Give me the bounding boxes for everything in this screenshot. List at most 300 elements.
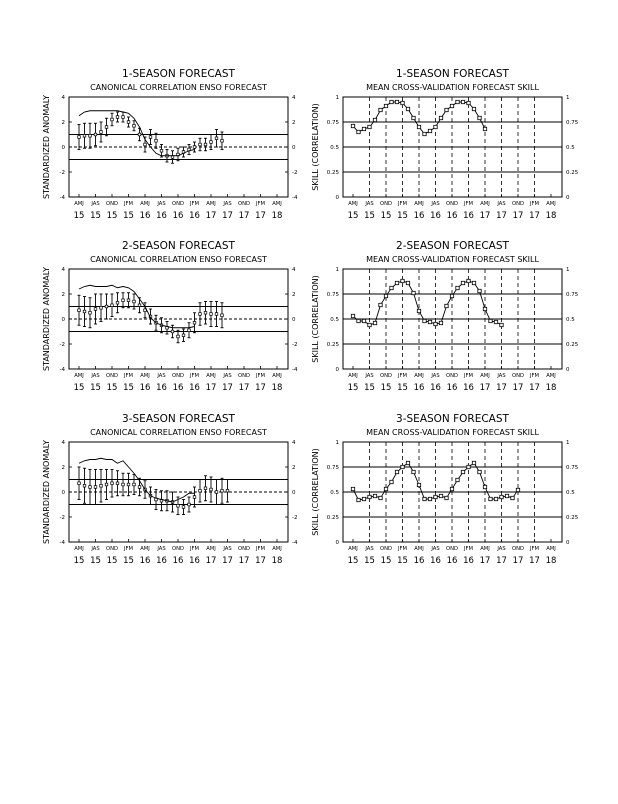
x-tick-label: JFM (256, 201, 265, 207)
chart-title: 3-SEASON FORECAST (396, 413, 509, 425)
forecast-point (89, 311, 92, 314)
x-year-label: 17 (496, 383, 507, 393)
x-tick-label: AMJ (480, 546, 490, 552)
x-tick-label: OND (238, 201, 250, 207)
y-tick-label-right: 0.5 (566, 145, 575, 151)
x-tick-label: OND (172, 546, 184, 552)
x-tick-label: OND (106, 373, 118, 379)
x-year-label: 16 (172, 383, 184, 393)
skill-point (384, 104, 387, 107)
forecast-point (127, 121, 130, 124)
chart-panel-3 (42, 240, 298, 393)
x-year-label: 16 (430, 383, 441, 393)
x-tick-label: JAS (223, 201, 232, 207)
skill-point (401, 101, 404, 104)
skill-point (450, 294, 453, 297)
skill-point (445, 304, 448, 307)
skill-point (505, 494, 508, 497)
skill-point (483, 307, 486, 310)
y-tick-label-right: 0.75 (566, 292, 579, 298)
forecast-point (204, 487, 207, 490)
y-tick-label-right: -2 (292, 342, 298, 348)
x-year-label: 16 (413, 556, 425, 566)
skill-point (461, 470, 464, 473)
skill-point (373, 321, 376, 324)
forecast-point (94, 486, 97, 489)
forecast-point (122, 116, 125, 119)
skill-point (401, 279, 404, 282)
skill-point (461, 100, 464, 103)
x-tick-label: JAS (223, 373, 232, 379)
y-tick-label-left: 0 (61, 145, 65, 151)
x-tick-label: JAS (497, 373, 506, 379)
y-tick-label-left: 0.75 (326, 465, 339, 471)
forecast-point (199, 143, 202, 146)
y-tick-label-left: -4 (59, 540, 65, 546)
y-tick-label-left: 0.25 (326, 170, 339, 176)
skill-point (450, 104, 453, 107)
x-tick-label: OND (238, 373, 250, 379)
x-year-label: 15 (73, 211, 85, 221)
x-tick-label: AMJ (414, 546, 424, 552)
chart-title: 3-SEASON FORECAST (122, 413, 235, 425)
skill-point (467, 465, 470, 468)
skill-point (368, 125, 371, 128)
forecast-point (83, 134, 86, 137)
skill-point (406, 281, 409, 284)
forecast-point (215, 137, 218, 140)
forecast-point (122, 299, 125, 302)
skill-point (395, 281, 398, 284)
forecast-point (144, 143, 147, 146)
x-tick-label: JAS (157, 373, 166, 379)
y-tick-label-left: 0.5 (330, 317, 339, 323)
x-tick-label: JAS (365, 373, 374, 379)
x-year-label: 17 (512, 211, 524, 221)
y-axis-label: STANDARDIZED ANOMALY (42, 266, 51, 372)
y-tick-label-right: 1 (566, 267, 570, 273)
x-year-label: 17 (222, 383, 233, 393)
forecast-point (105, 126, 108, 129)
forecast-point (83, 310, 86, 313)
x-tick-label: AMJ (272, 373, 282, 379)
x-tick-label: JAS (157, 546, 166, 552)
chart-subtitle: MEAN CROSS-VALIDATION FORECAST SKILL (366, 255, 539, 264)
y-tick-label-left: 0 (335, 195, 339, 201)
chart-subtitle: CANONICAL CORRELATION ENSO FORECAST (90, 83, 267, 92)
skill-line (353, 281, 502, 325)
x-tick-label: OND (446, 373, 458, 379)
chart-panel-1 (42, 68, 298, 221)
x-year-label: 15 (73, 383, 85, 393)
skill-point (379, 496, 382, 499)
y-tick-label-left: 4 (61, 440, 65, 446)
forecast-point (89, 486, 92, 489)
forecast-point (133, 124, 136, 127)
x-year-label: 17 (529, 556, 540, 566)
x-tick-label: AMJ (206, 546, 216, 552)
forecast-point (100, 484, 103, 487)
skill-point (412, 116, 415, 119)
skill-point (439, 116, 442, 119)
skill-point (390, 286, 393, 289)
x-year-label: 16 (172, 556, 184, 566)
x-tick-label: OND (512, 201, 524, 207)
x-year-label: 17 (496, 556, 507, 566)
x-year-label: 16 (189, 211, 200, 221)
forecast-point (226, 489, 229, 492)
y-tick-label-right: 0.25 (566, 515, 579, 521)
chart-title: 2-SEASON FORECAST (396, 240, 509, 252)
x-year-label: 15 (397, 383, 408, 393)
x-year-label: 18 (545, 556, 557, 566)
skill-point (379, 108, 382, 111)
x-tick-label: AMJ (546, 546, 556, 552)
x-tick-label: AMJ (206, 201, 216, 207)
y-tick-label-left: 0.5 (330, 145, 339, 151)
y-tick-label-left: -2 (59, 342, 65, 348)
forecast-point (160, 149, 163, 152)
y-tick-label-right: 0.75 (566, 465, 579, 471)
forecast-point (94, 133, 97, 136)
forecast-point (210, 141, 213, 144)
x-tick-label: JAS (431, 201, 440, 207)
forecast-point (177, 504, 180, 507)
forecast-point (193, 496, 196, 499)
x-year-label: 15 (123, 556, 134, 566)
skill-point (362, 319, 365, 322)
chart-title: 1-SEASON FORECAST (396, 68, 509, 80)
x-year-label: 18 (545, 383, 557, 393)
skill-point (500, 323, 503, 326)
x-year-label: 17 (479, 211, 491, 221)
skill-point (456, 100, 459, 103)
skill-point (472, 281, 475, 284)
x-year-label: 15 (347, 556, 359, 566)
x-tick-label: JFM (398, 373, 407, 379)
y-tick-label-left: 4 (61, 95, 65, 101)
forecast-point (105, 483, 108, 486)
forecast-point (116, 116, 119, 119)
y-tick-label-left: -2 (59, 170, 65, 176)
y-axis-label: STANDARDIZED ANOMALY (42, 439, 51, 545)
x-tick-label: OND (380, 373, 392, 379)
skill-point (351, 487, 354, 490)
x-tick-label: AMJ (74, 373, 84, 379)
forecast-point (204, 311, 207, 314)
y-tick-label-right: -4 (292, 367, 298, 373)
x-tick-label: AMJ (206, 373, 216, 379)
x-tick-label: JFM (464, 373, 473, 379)
x-year-label: 15 (380, 556, 392, 566)
forecast-point (171, 330, 174, 333)
y-tick-label-right: -4 (292, 195, 298, 201)
y-tick-label-right: 0.25 (566, 342, 579, 348)
chart-panel-6 (311, 413, 579, 566)
x-tick-label: AMJ (414, 373, 424, 379)
forecast-point (94, 308, 97, 311)
forecast-point (199, 489, 202, 492)
y-tick-label-left: 0.75 (326, 120, 339, 126)
chart-panel-4 (311, 240, 579, 393)
y-axis-label: SKILL (CORRELATION) (311, 103, 320, 191)
forecast-point (111, 118, 114, 121)
x-year-label: 16 (413, 211, 425, 221)
forecast-point (149, 136, 152, 139)
skill-point (434, 495, 437, 498)
y-tick-label-left: 1 (335, 95, 339, 101)
x-year-label: 15 (364, 556, 375, 566)
x-year-label: 17 (238, 556, 250, 566)
x-tick-label: OND (106, 546, 118, 552)
skill-point (494, 497, 497, 500)
skill-point (428, 320, 431, 323)
x-year-label: 16 (139, 383, 151, 393)
forecast-point (127, 483, 130, 486)
x-year-label: 16 (156, 556, 167, 566)
skill-point (478, 116, 481, 119)
x-tick-label: AMJ (140, 373, 150, 379)
x-year-label: 15 (347, 383, 359, 393)
skill-point (351, 124, 354, 127)
x-tick-label: JAS (157, 201, 166, 207)
y-tick-label-left: 2 (61, 292, 65, 298)
skill-point (511, 496, 514, 499)
chart-title: 2-SEASON FORECAST (122, 240, 235, 252)
y-tick-label-left: 0 (335, 367, 339, 373)
x-tick-label: JFM (190, 373, 199, 379)
x-tick-label: JAS (91, 373, 100, 379)
x-tick-label: JFM (464, 201, 473, 207)
x-year-label: 17 (205, 556, 217, 566)
skill-point (390, 100, 393, 103)
chart-subtitle: CANONICAL CORRELATION ENSO FORECAST (90, 255, 267, 264)
forecast-point (155, 139, 158, 142)
skill-point (362, 127, 365, 130)
forecast-point (221, 489, 224, 492)
x-year-label: 17 (222, 211, 233, 221)
x-tick-label: AMJ (272, 546, 282, 552)
x-year-label: 15 (364, 383, 375, 393)
x-year-label: 17 (238, 383, 250, 393)
x-tick-label: AMJ (140, 201, 150, 207)
x-year-label: 16 (189, 556, 200, 566)
y-tick-label-left: -4 (59, 195, 65, 201)
x-year-label: 15 (397, 556, 408, 566)
x-tick-label: JAS (91, 546, 100, 552)
skill-point (379, 303, 382, 306)
y-tick-label-left: 0.75 (326, 292, 339, 298)
forecast-point (188, 503, 191, 506)
y-tick-label-right: 0.25 (566, 170, 579, 176)
forecast-point (100, 306, 103, 309)
x-year-label: 18 (545, 211, 557, 221)
x-year-label: 15 (364, 211, 375, 221)
y-tick-label-right: 0 (566, 195, 570, 201)
x-year-label: 17 (529, 383, 540, 393)
skill-point (412, 470, 415, 473)
forecast-point (78, 136, 81, 139)
x-year-label: 17 (512, 556, 524, 566)
forecast-point (78, 309, 81, 312)
skill-point (472, 461, 475, 464)
forecast-point (138, 486, 141, 489)
x-tick-label: JFM (256, 546, 265, 552)
y-tick-label-right: 1 (566, 440, 570, 446)
skill-point (357, 130, 360, 133)
x-tick-label: JAS (431, 546, 440, 552)
skill-point (456, 286, 459, 289)
skill-point (423, 319, 426, 322)
x-year-label: 15 (90, 383, 101, 393)
x-tick-label: JAS (365, 201, 374, 207)
y-tick-label-right: 1 (566, 95, 570, 101)
skill-point (483, 127, 486, 130)
x-year-label: 16 (189, 383, 200, 393)
x-tick-label: AMJ (272, 201, 282, 207)
forecast-point (133, 483, 136, 486)
x-year-label: 16 (139, 211, 151, 221)
skill-point (456, 478, 459, 481)
y-tick-label-right: 0 (292, 145, 296, 151)
x-year-label: 16 (156, 383, 167, 393)
x-tick-label: JFM (190, 201, 199, 207)
skill-point (434, 125, 437, 128)
skill-point (439, 321, 442, 324)
forecast-point (138, 133, 141, 136)
forecast-point (221, 139, 224, 142)
x-tick-label: AMJ (546, 373, 556, 379)
chart-subtitle: CANONICAL CORRELATION ENSO FORECAST (90, 428, 267, 437)
x-year-label: 17 (479, 383, 491, 393)
x-year-label: 16 (446, 211, 458, 221)
y-tick-label-left: -2 (59, 515, 65, 521)
skill-point (428, 497, 431, 500)
x-year-label: 16 (463, 211, 474, 221)
x-year-label: 17 (205, 383, 217, 393)
y-tick-label-left: 1 (335, 267, 339, 273)
x-year-label: 17 (512, 383, 524, 393)
y-tick-label-right: 0.5 (566, 317, 575, 323)
skill-point (483, 485, 486, 488)
x-year-label: 16 (446, 383, 458, 393)
y-tick-label-left: 2 (61, 465, 65, 471)
x-tick-label: JAS (497, 201, 506, 207)
y-tick-label-left: 0 (335, 540, 339, 546)
x-year-label: 17 (255, 211, 266, 221)
x-tick-label: AMJ (348, 201, 358, 207)
skill-point (489, 319, 492, 322)
forecast-point (199, 313, 202, 316)
skill-point (450, 487, 453, 490)
skill-point (417, 125, 420, 128)
y-axis-label: STANDARDIZED ANOMALY (42, 94, 51, 200)
skill-point (489, 497, 492, 500)
x-year-label: 16 (139, 556, 151, 566)
x-tick-label: AMJ (546, 201, 556, 207)
x-year-label: 15 (73, 556, 85, 566)
skill-point (516, 488, 519, 491)
forecast-point (122, 483, 125, 486)
x-tick-label: AMJ (74, 546, 84, 552)
skill-point (406, 107, 409, 110)
x-year-label: 17 (222, 556, 233, 566)
y-tick-label-left: 1 (335, 440, 339, 446)
forecast-point (182, 334, 185, 337)
x-tick-label: JFM (530, 373, 539, 379)
x-tick-label: OND (238, 546, 250, 552)
skill-point (445, 496, 448, 499)
x-year-label: 16 (430, 211, 441, 221)
chart-subtitle: MEAN CROSS-VALIDATION FORECAST SKILL (366, 83, 539, 92)
y-tick-label-left: 4 (61, 267, 65, 273)
y-tick-label-right: 0 (566, 367, 570, 373)
forecast-point (89, 134, 92, 137)
x-tick-label: JFM (124, 373, 133, 379)
forecast-point (193, 146, 196, 149)
x-tick-label: JAS (365, 546, 374, 552)
skill-point (357, 319, 360, 322)
skill-point (351, 314, 354, 317)
x-year-label: 18 (271, 556, 283, 566)
x-year-label: 16 (172, 211, 184, 221)
x-year-label: 16 (463, 383, 474, 393)
x-tick-label: JFM (530, 201, 539, 207)
y-tick-label-right: -4 (292, 540, 298, 546)
chart-panel-5 (42, 413, 298, 566)
x-tick-label: OND (512, 546, 524, 552)
x-tick-label: OND (172, 201, 184, 207)
forecast-point (221, 314, 224, 317)
y-tick-label-right: 0.5 (566, 490, 575, 496)
forecast-point (116, 482, 119, 485)
y-axis-label: SKILL (CORRELATION) (311, 275, 320, 363)
x-year-label: 15 (380, 211, 392, 221)
skill-point (373, 494, 376, 497)
x-year-label: 15 (123, 211, 134, 221)
skill-point (417, 309, 420, 312)
chart-subtitle: MEAN CROSS-VALIDATION FORECAST SKILL (366, 428, 539, 437)
skill-point (423, 132, 426, 135)
forecast-point (215, 491, 218, 494)
forecast-point (133, 300, 136, 303)
skill-point (368, 495, 371, 498)
chart-title: 1-SEASON FORECAST (122, 68, 235, 80)
forecast-point (215, 313, 218, 316)
x-tick-label: AMJ (480, 373, 490, 379)
forecast-point (193, 321, 196, 324)
x-year-label: 17 (479, 556, 491, 566)
y-tick-label-right: 2 (292, 120, 296, 126)
x-tick-label: AMJ (348, 546, 358, 552)
x-tick-label: OND (446, 546, 458, 552)
skill-point (461, 281, 464, 284)
x-tick-label: JAS (91, 201, 100, 207)
forecast-point (127, 299, 130, 302)
forecast-point (177, 335, 180, 338)
y-tick-label-right: 0 (566, 540, 570, 546)
skill-point (439, 494, 442, 497)
forecast-point (138, 304, 141, 307)
skill-point (428, 129, 431, 132)
skill-point (395, 100, 398, 103)
x-year-label: 18 (271, 211, 283, 221)
x-tick-label: JFM (256, 373, 265, 379)
skill-point (412, 291, 415, 294)
x-year-label: 16 (413, 383, 425, 393)
x-tick-label: OND (380, 201, 392, 207)
x-year-label: 16 (446, 556, 458, 566)
